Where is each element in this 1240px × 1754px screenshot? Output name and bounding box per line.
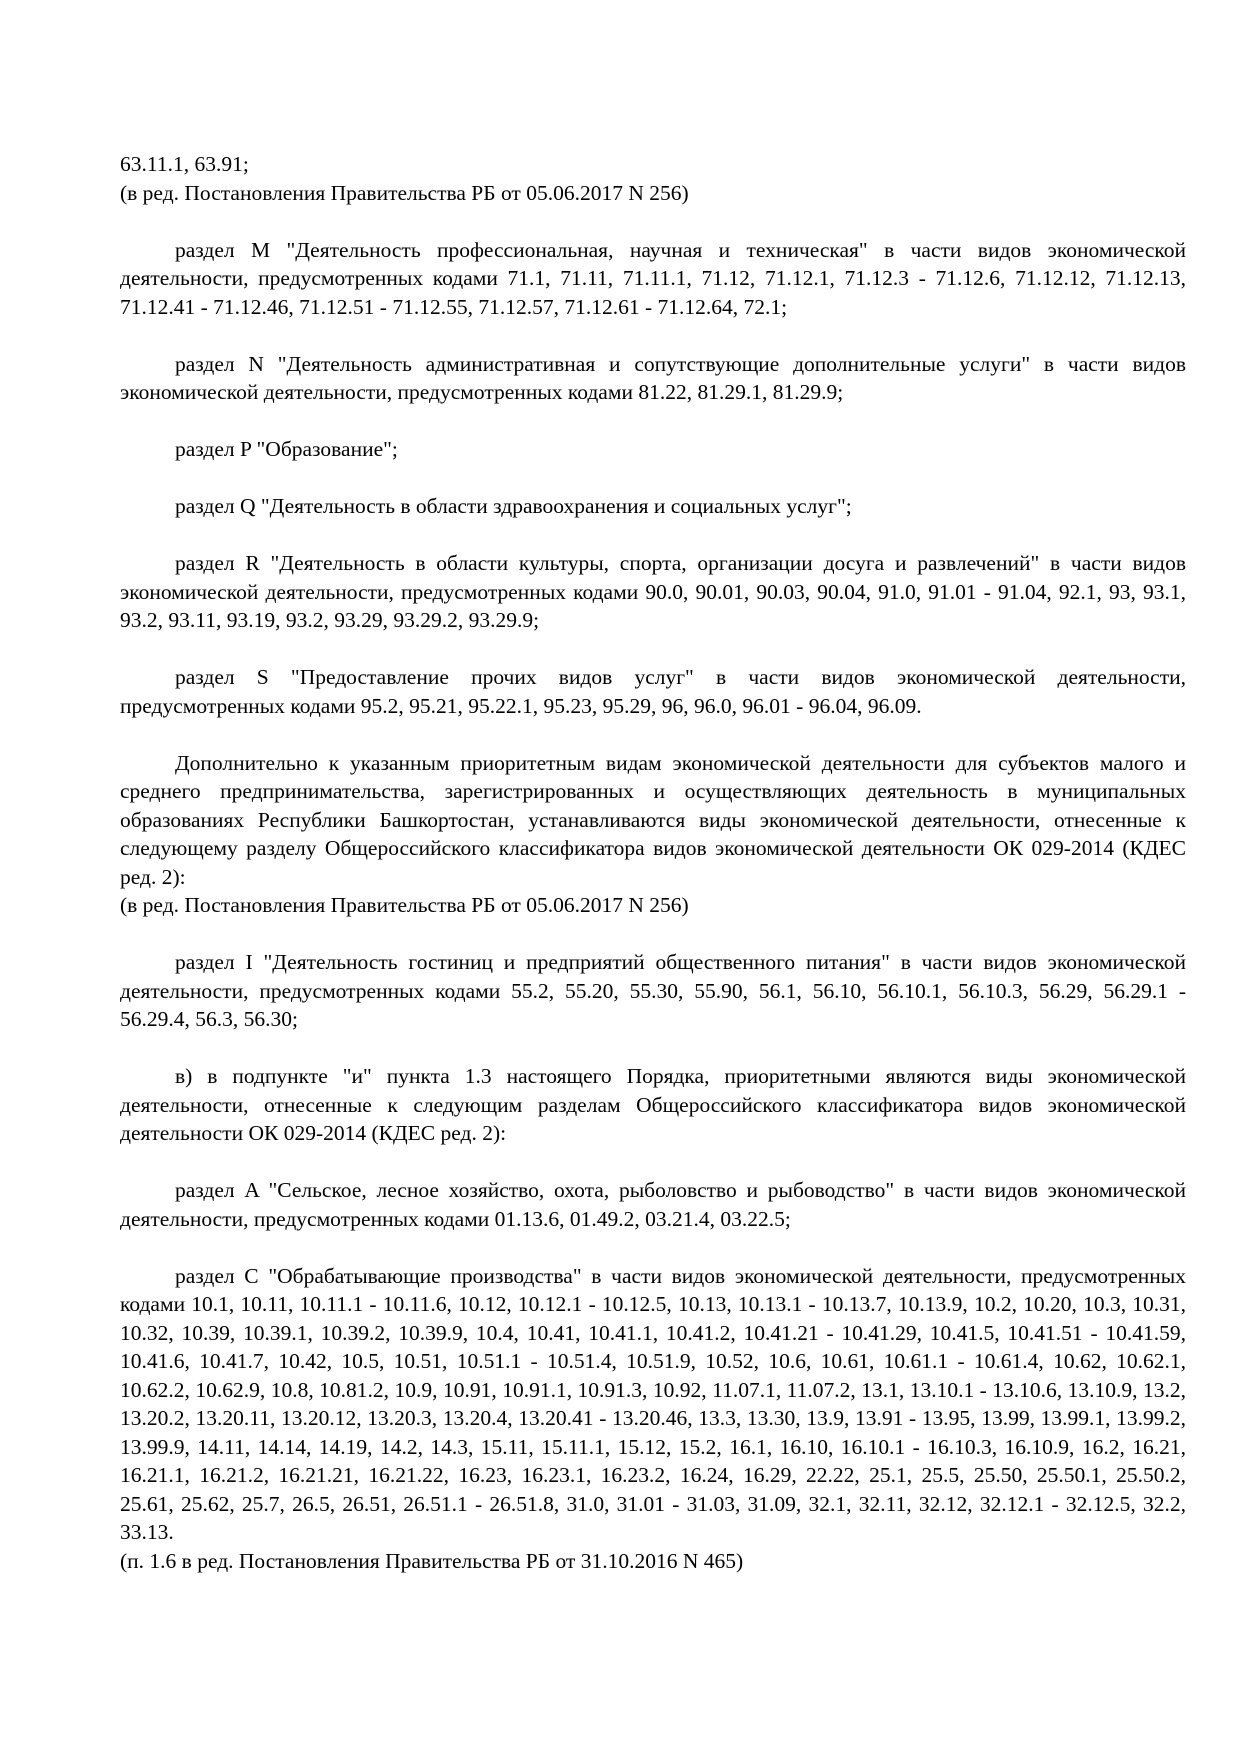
section-c-paragraph: раздел C "Обрабатывающие производства" в части видов экономической деятельности, предусмотренных кодами 10.1, 10.11, 10.11.1 - 10.11.6, 10.12, 10.12.1 - 10.12.5, 10.13, 10.13.1 - 10.13.7, 10.13.9, 10.2, 10.20, 10.3, 10.31, 10.32, 10.39, 10.39.1, 10.39.2, 10.39.9, 10.4, 10.41, 10.41.1, 10.41.2, 10.41.21 - 10.41.29, 10.41.5, 10.41.51 - 10.41.59, 10.41.6, 10.41.7, 10.42, 10.5, 10.51, 10.51.1 - 10.51.4, 10.51.9, 10.52, 10.6, 10.61, 10.61.1 - 10.61.4, 10.62, 10.62.1, 10.62.2, 10.62.9, 10.8, 10.81.2, 10.9, 10.91, 10.91.1, 10.91.3, 10.92, 11.07.1, 11.07.2, 13.1, 13.10.1 - 13.10.6, 13.10.9, 13.2, 13.20.2, 13.20.11, 13.20.12, 13.20.3, 13.20.4, 13.20.41 - 13.20.46, 13.3, 13.30, 13.9, 13.91 - 13.95, 13.99, 13.99.1, 13.99.2, 13.99.9, 14.11, 14.14, 14.19, 14.2, 14.3, 15.11, 15.11.1, 15.12, 15.2, 16.1, 16.10, 16.10.1 - 16.10.3, 16.10.9, 16.2, 16.21, 16.21.1, 16.21.2, 16.21.21, 16.21.22, 16.23, 16.23.1, 16.23.2, 16.24, 16.29, 22.22, 25.1, 25.5, 25.50, 25.50.1, 25.50.2, 25.61, 25.62, 25.7, 26.5, 26.51, 26.51.1 - 26.51.8, 31.0, 31.01 - 31.03, 31.09, 32.1, 32.11, 32.12, 32.12.1 - 32.12.5, 32.2, 33.13. [120,1263,1186,1544]
additional-activities-paragraph: Дополнительно к указанным приоритетным видам экономической деятельности для субъектов малого и среднего предпринимательства, зарегистрированных и осуществляющих деятельность в муниципальных образованиях Республики Башкортостан, устанавливаются виды экономической деятельности, отнесенные к следующему разделу Общероссийского классификатора видов экономической деятельности ОК 029-2014 (КДЕС ред. 2): [120,750,1186,889]
document-page [120,150,1186,1575]
subpoint-v-paragraph: в) в подпункте "и" пункта 1.3 настоящего Порядка, приоритетными являются виды экономической деятельности, отнесенные к следующим разделам Общероссийского классификатора видов экономической деятельности ОК 029-2014 (КДЕС ред. 2): [120,1064,1186,1145]
amendment-note: (п. 1.6 в ред. Постановления Правительства РБ от 31.10.2016 N 465) [120,1548,744,1573]
section-a-paragraph: раздел A "Сельское, лесное хозяйство, охота, рыболовство и рыбоводство" в части видов экономической деятельности, предусмотренных кодами 01.13.6, 01.49.2, 03.21.4, 03.22.5; [120,1178,1186,1231]
continued-codes: 63.11.1, 63.91; [120,152,249,176]
section-m-paragraph: раздел M "Деятельность профессиональная, научная и техническая" в части видов экономической деятельности, предусмотренных кодами 71.1, 71.11, 71.11.1, 71.12, 71.12.1, 71.12.3 - 71.12.6, 71.12.12, 71.12.13, 71.12.41 - 71.12.46, 71.12.51 - 71.12.55, 71.12.57, 71.12.61 - 71.12.64, 72.1; [120,237,1186,319]
section-r-paragraph: раздел R "Деятельность в области культуры, спорта, организации досуга и развлечений" в части видов экономической деятельности, предусмотренных кодами 90.0, 90.01, 90.03, 90.04, 91.0, 91.01 - 91.04, 92.1, 93, 93.1, 93.2, 93.11, 93.19, 93.2, 93.29, 93.29.2, 93.29.9; [120,551,1186,632]
amendment-note: (в ред. Постановления Правительства РБ от 05.06.2017 N 256) [120,893,689,917]
section-q-paragraph: раздел Q "Деятельность в области здравоохранения и социальных услуг"; [175,494,852,518]
section-p-paragraph: раздел P "Образование"; [175,437,398,461]
section-s-paragraph: раздел S "Предоставление прочих видов услуг" в части видов экономической деятельности, предусмотренных кодами 95.2, 95.21, 95.22.1, 95.23, 95.29, 96, 96.0, 96.01 - 96.04, 96.09. [120,665,1186,718]
section-n-paragraph: раздел N "Деятельность административная и сопутствующие дополнительные услуги" в части видов экономической деятельности, предусмотренных кодами 81.22, 81.29.1, 81.29.9; [120,351,1186,404]
amendment-note: (в ред. Постановления Правительства РБ от 05.06.2017 N 256) [120,180,689,205]
section-i-paragraph: раздел I "Деятельность гостиниц и предприятий общественного питания" в части видов экономической деятельности, предусмотренных кодами 55.2, 55.20, 55.30, 55.90, 56.1, 56.10, 56.10.1, 56.10.3, 56.29, 56.29.1 - 56.29.4, 56.3, 56.30; [120,950,1186,1031]
